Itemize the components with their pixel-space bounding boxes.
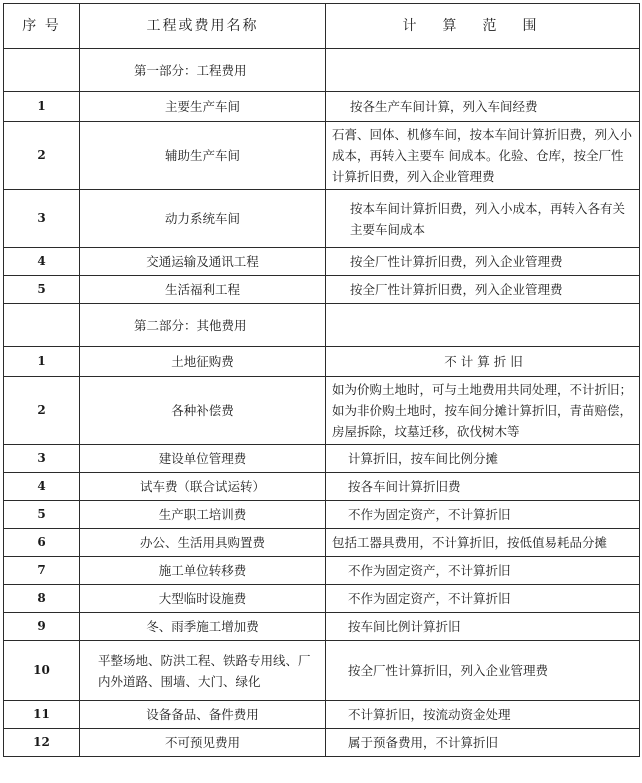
- row-number: 11: [4, 701, 80, 729]
- row-number: 1: [4, 92, 80, 122]
- row-name: 动力系统车间: [80, 190, 326, 248]
- row-range: 按本车间计算折旧费，列入小成本，再转入各有关主要车间成本: [326, 190, 640, 248]
- row-number: 12: [4, 729, 80, 757]
- row-number: 5: [4, 276, 80, 304]
- row-name: 大型临时设施费: [80, 585, 326, 613]
- row-number: 8: [4, 585, 80, 613]
- row-range: 不作为固定资产，不计算折旧: [326, 501, 640, 529]
- row-range: 不作为固定资产，不计算折旧: [326, 585, 640, 613]
- row-number: 9: [4, 613, 80, 641]
- row-number: 10: [4, 641, 80, 701]
- table-row: [4, 122, 640, 190]
- row-number: 6: [4, 529, 80, 557]
- table-row: [4, 641, 640, 701]
- section-title: 第二部分：其他费用: [80, 304, 326, 347]
- header-row: [4, 4, 640, 49]
- table-row: [4, 248, 640, 276]
- row-range: 不作为固定资产，不计算折旧: [326, 557, 640, 585]
- row-number: 2: [4, 122, 80, 190]
- row-name: 不可预见费用: [80, 729, 326, 757]
- row-number: 3: [4, 445, 80, 473]
- row-name: 建设单位管理费: [80, 445, 326, 473]
- row-range: 包括工器具费用，不计算折旧，按低值易耗品分摊: [326, 529, 640, 557]
- header-seq: 序 号: [4, 4, 80, 49]
- row-number: 1: [4, 347, 80, 377]
- table-row: [4, 557, 640, 585]
- row-number: 4: [4, 248, 80, 276]
- row-name: 冬、雨季施工增加费: [80, 613, 326, 641]
- table-row: [4, 529, 640, 557]
- table-row: [4, 347, 640, 377]
- row-range: 按全厂性计算折旧费，列入企业管理费: [326, 248, 640, 276]
- row-name: 平整场地、防洪工程、铁路专用线、厂内外道路、围墙、大门、绿化: [80, 641, 326, 701]
- table-row: [4, 501, 640, 529]
- table-row: [4, 190, 640, 248]
- row-number: 7: [4, 557, 80, 585]
- row-number: 3: [4, 190, 80, 248]
- row-name: 交通运输及通讯工程: [80, 248, 326, 276]
- row-name: 土地征购费: [80, 347, 326, 377]
- section-row: [4, 304, 640, 347]
- row-range: 不 计 算 折 旧: [326, 347, 640, 377]
- table-row: [4, 377, 640, 445]
- row-range: 不计算折旧，按流动资金处理: [326, 701, 640, 729]
- table-row: [4, 445, 640, 473]
- row-range: 按车间比例计算折旧: [326, 613, 640, 641]
- row-number: 4: [4, 473, 80, 501]
- row-range: 按各生产车间计算，列入车间经费: [326, 92, 640, 122]
- table-row: [4, 729, 640, 757]
- row-range: 属于预备费用，不计算折旧: [326, 729, 640, 757]
- row-number: 5: [4, 501, 80, 529]
- row-name: 生产职工培训费: [80, 501, 326, 529]
- row-range: 计算折旧，按车间比例分摊: [326, 445, 640, 473]
- table-row: [4, 585, 640, 613]
- row-name: 施工单位转移费: [80, 557, 326, 585]
- row-name: 办公、生活用具购置费: [80, 529, 326, 557]
- row-range: 按各车间计算折旧费: [326, 473, 640, 501]
- table-row: [4, 92, 640, 122]
- row-name: 生活福利工程: [80, 276, 326, 304]
- depreciation-scope-table: [3, 3, 640, 757]
- header-name: 工程或费用名称: [80, 4, 326, 49]
- table-row: [4, 613, 640, 641]
- header-range: 计算范围: [326, 4, 640, 49]
- row-range: 石膏、回体、机修车间，按本车间计算折旧费，列入小成本，再转入主要车 间成本。化验、仓库，按全厂性计算折旧费，列入企业管理费: [326, 122, 640, 190]
- row-number: 2: [4, 377, 80, 445]
- table-row: [4, 701, 640, 729]
- table-row: [4, 473, 640, 501]
- row-name: 设备备品、备件费用: [80, 701, 326, 729]
- section-title: 第一部分：工程费用: [80, 49, 326, 92]
- row-name: 试车费（联合试运转）: [80, 473, 326, 501]
- row-range: 按全厂性计算折旧费，列入企业管理费: [326, 276, 640, 304]
- section-row: [4, 49, 640, 92]
- row-name: 辅助生产车间: [80, 122, 326, 190]
- row-name: 主要生产车间: [80, 92, 326, 122]
- row-name: 各种补偿费: [80, 377, 326, 445]
- row-range: 按全厂性计算折旧，列入企业管理费: [326, 641, 640, 701]
- table-row: [4, 276, 640, 304]
- row-range: 如为价购土地时，可与土地费用共同处理，不计折旧；如为非价购土地时，按车间分摊计算折旧，青苗赔偿，房屋拆除，坟墓迁移，砍伐树木等: [326, 377, 640, 445]
